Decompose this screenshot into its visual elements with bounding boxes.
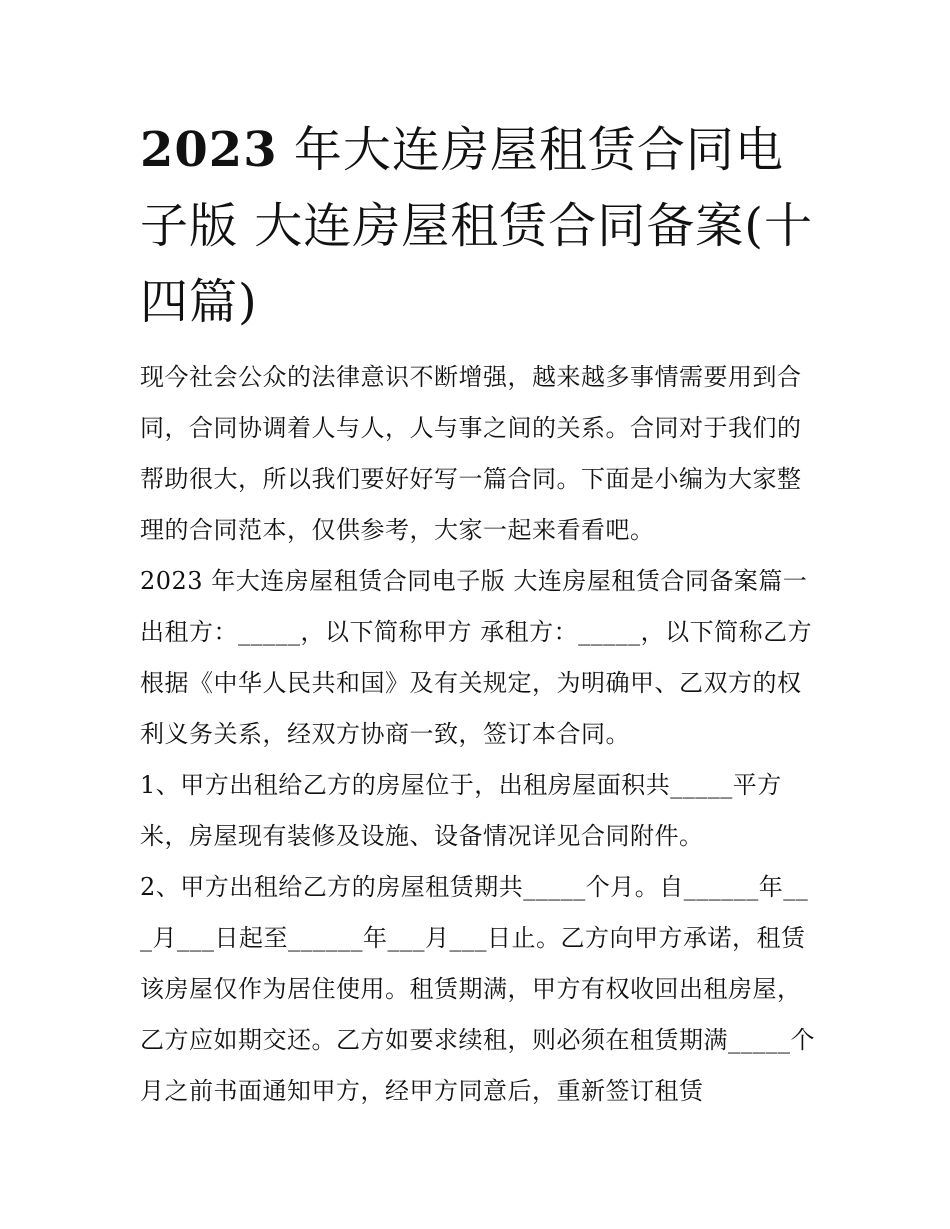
section-heading: 2023 年大连房屋租赁合同电子版 大连房屋租赁合同备案篇一	[140, 567, 808, 595]
clause-2: 2、甲方出租给乙方的房屋租赁期共_____个月。自______年___月___日起至______年___月___日止。乙方向甲方承诺，租赁该房屋仅作为居住使用。租赁期满，甲方有权收回出租房屋，乙方应如期交还。乙方如要求续租，则必须在租赁期满_____个月之前书面通知甲方，经甲方同意后，重新签订租赁	[140, 873, 815, 1105]
parties-paragraph: 出租方：_____，以下简称甲方 承租方：_____，以下简称乙方	[140, 618, 813, 646]
document-title	[140, 112, 820, 340]
clause-1: 1、甲方出租给乙方的房屋位于，出租房屋面积共_____平方米，房屋现有装修及设施、设备情况详见合同附件。	[140, 771, 782, 850]
basis-paragraph: 根据《中华人民共和国》及有关规定，为明确甲、乙双方的权利义务关系，经双方协商一致，签订本合同。	[140, 669, 802, 748]
intro-paragraph: 现今社会公众的法律意识不断增强，越来越多事情需要用到合同，合同协调着人与人，人与事之间的关系。合同对于我们的帮助很大，所以我们要好好写一篇合同。下面是小编为大家整理的合同范本，仅供参考，大家一起来看看吧。	[140, 363, 802, 544]
document-body	[140, 112, 820, 1117]
title-text: 年大连房屋租赁合同电子版 大连房屋租赁合同备案(十四篇)	[140, 122, 813, 330]
title-year: 2023	[140, 122, 278, 178]
